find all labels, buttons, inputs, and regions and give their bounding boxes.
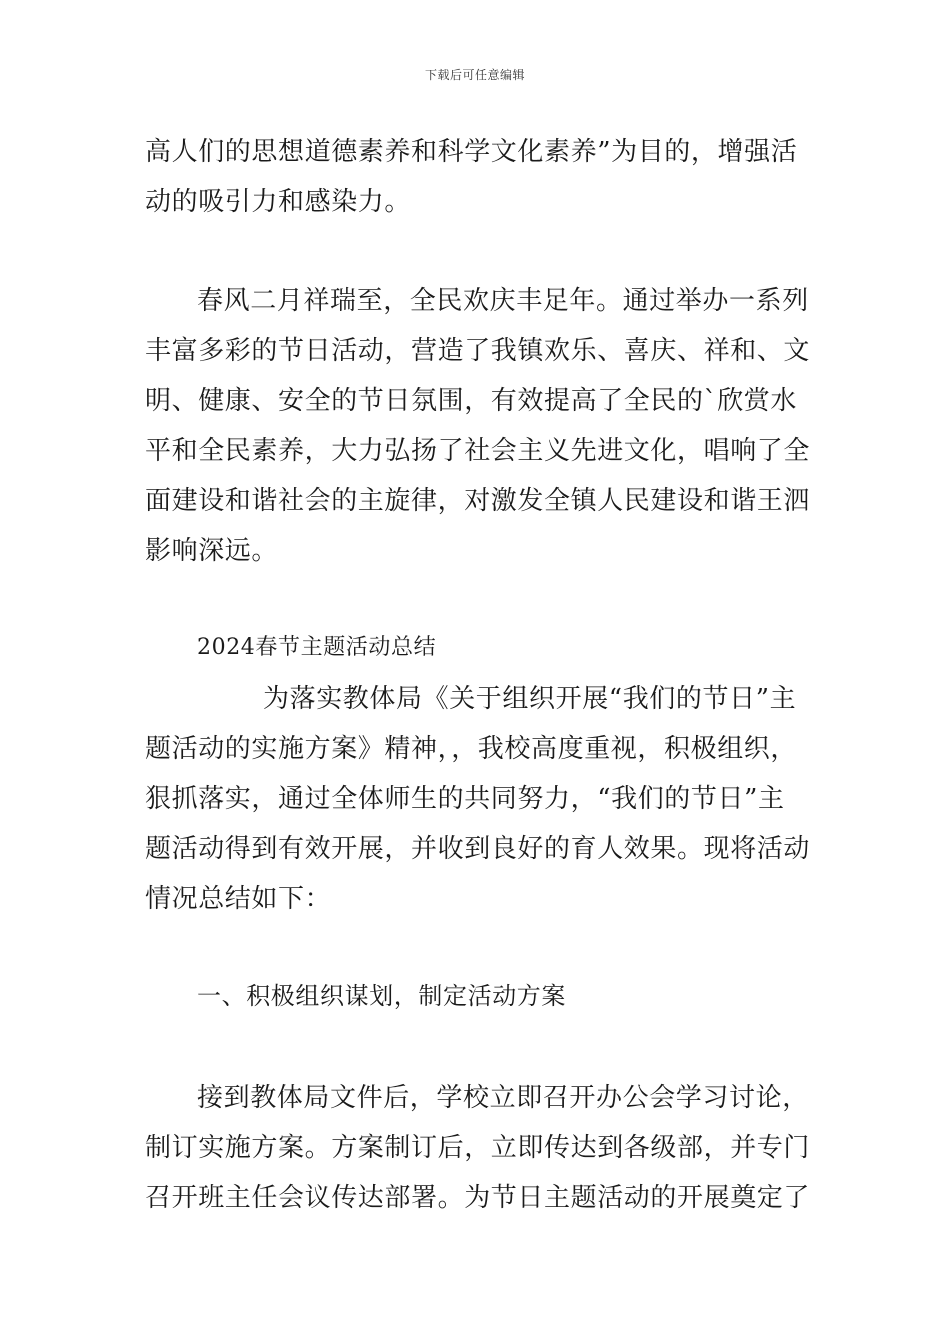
subsection-heading: 一、积极组织谋划，制定活动方案 — [197, 982, 566, 1010]
page-header-note: 下载后可任意编辑 — [424, 68, 525, 82]
paragraph-2: 春风二月祥瑞至，全民欢庆丰足年。通过举办一系列丰富多彩的节日活动，营造了我镇欢乐、喜庆、祥和、文明、健康、安全的节日氛围，有效提高了全民的`欣赏水平和全民素养，大力弘扬了社会主义先进文化，唱响了全面建设和谐社会的主旋律，对激发全镇人民建设和谐王泗影响深远。 — [145, 286, 811, 566]
paragraph-3: 为落实教体局《关于组织开展“我们的节日”主题活动的实施方案》精神，，我校高度重视，积极组织，狠抓落实，通过全体师生的共同努力，“我们的节日”主题活动得到有效开展，并收到良好的育人效果。现将活动情况总结如下： — [145, 684, 811, 914]
section-title: 2024春节主题活动总结 — [197, 635, 437, 660]
paragraph-4: 接到教体局文件后，学校立即召开办公会学习讨论，制订实施方案。方案制订后，立即传达到各级部，并专门召开班主任会议传达部署。为节日主题活动的开展奠定了 — [145, 1083, 811, 1213]
paragraph-1: 高人们的思想道德素养和科学文化素养”为目的，增强活动的吸引力和感染力。 — [145, 137, 798, 217]
